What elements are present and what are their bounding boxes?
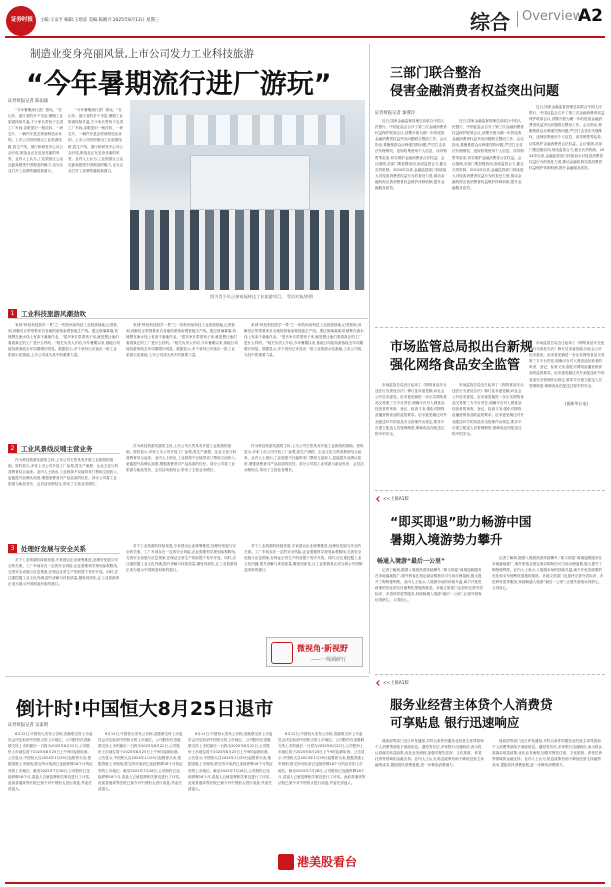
section-3-header [8,543,120,554]
section-1-title: 工业科技旅游风潮劲吹 [21,310,86,318]
right-3-tag: <<上接A1版 [377,496,409,502]
section-3-text-col3: 对于工业旅游的持续发展,专家建议企业统筹推进,处理好发展与安全的关系。工厂车间存在一定的安全风险,企业需要科学规划参观路线,完善安全设施与应急预案,在保证正常生产的前提下有序开放。同时,应注重挖掘工业文化内涵,提升讲解与体验质量,避免同质化,让工业旅游真正成为展示中国制造形象的窗口。 [244,544,363,573]
right-4-title-line2: 可享贴息 银行迅速响应 [390,715,520,730]
right-3-text: 记者了解到,随着入境游热度持续攀升,“即买即退”离境退税服务在多地落地推广,境外旅客在指定商店购物后可当场办理退税,极大提升了购物便利度。业内人士表示,入境游市场的持续升温,离不开免签政策的优化和支付便利化措施的推进。多地文旅部门也加快完善外语标识、多语种导览等服务,持续畅通入境游“最后一公里”,让境外游客玩得舒心、买得放心。 [375,568,483,603]
bottom-text-col4: 8月12日,中国恒大发布公告称,香港联交所上市委员会决定取消中国恒大的上市地位。公司股份在香港联交所上市的最后一日将为2025年8月22日,公司股份上市地位将于2025年8月25日上午9时起被取消。公告显示,中国恒大自2024年1月29日起暂停买卖,根据香港上市规则,联交所可取消已连续停牌18个月的证券的上市地位。截至2025年7月28日,公司股份已连续停牌18个月,清盘人已就复牌相关事宜进行了评估。此前香港高等法院已颁令对中国恒大进行清盘,并委任清盘人。 [278,732,366,785]
section-3-text-col2: 对于工业旅游的持续发展,专家建议企业统筹推进,处理好发展与安全的关系。工厂车间存在一定的安全风险,企业需要科学规划参观路线,完善安全设施与应急预案,在保证正常生产的前提下有序开放。同时,应注重挖掘工业文化内涵,提升讲解与体验质量,避免同质化,让工业旅游真正成为展示中国制造形象的窗口。 [126,544,238,573]
section-label-en: Overview [522,9,584,24]
photo-caption: 图为青少年正参观福林达工业旅游项目。 受访对象/供图 [210,294,314,299]
masthead-editors: 主编:王安平 编辑:王晗彦 美编:陈婉兴 2025年8月13日 星期三 [40,18,160,23]
bottom-text-col2: 8月12日,中国恒大发布公告称,香港联交所上市委员会决定取消中国恒大的上市地位。公司股份在香港联交所上市的最后一日将为2025年8月22日,公司股份上市地位将于2025年8月25日上午9时起被取消。公告显示,中国恒大自2024年1月29日起暂停买卖,根据香港上市规则,联交所可取消已连续停牌18个月的证券的上市地位。截至2025年7月28日,公司股份已连续停牌18个月,清盘人已就复牌相关事宜进行了评估。此前香港高等法院已颁令对中国恒大进行清盘,并委任清盘人。 [98,732,183,791]
right-2-source: (据新华社电) [565,401,589,406]
lead-byline: 证券时报记者 陈雨康 [8,99,49,104]
photo-ceiling-lights [150,115,345,145]
right-1-byline: 证券时报记者 秦燕玲 [375,111,416,116]
ad-box-sub: ——一线调研行 [311,657,347,663]
section-label: 综合 [470,10,510,34]
right-divider-2 [375,490,605,491]
ad-banner-icon [278,854,294,870]
photo-visitors [130,210,365,290]
lead-photo [130,100,365,290]
right-1-title-line1: 三部门联合整治 [390,66,482,81]
right-2-title-line1: 市场监管总局拟出台新规 [390,340,534,355]
right-4-text-col2: 财政部等部门近日印发通知,对符合条件的服务业经营主体贷款和个人消费贷款给予财政贴息。通知发布后,多家银行迅速响应,表示将认真落实贴息政策,优化业务流程,加强对餐饮住宿、文化旅游、养老托育等领域的金融支持。业内人士认为,贴息政策有助于降低经营主体融资成本,提振居民消费意愿,进一步释放消费潜力。 [492,739,603,768]
bottom-headline: 倒计时!中国恒大8月25日退市 [16,698,274,720]
right-divider-3 [375,674,605,675]
section-1-text: 来到“科技科技游学一景”之一的杭州某科技工业旅游基地,记者看到,讲解员正带领着来自各地的游客参观智能生产线。透过玻璃幕墙,机械臂在流水线上有条不紊地作业。“很多家长带着孩子来,就是想让他们看看真正的工厂是什么样的。”相关负责人介绍,今年暑期以来,基地日均接待游客较去年同期增长明显。数据显示,多个省份已评选出一批工业旅游示范基地,上市公司成为其中的重要力量。 [8,323,120,358]
section-2-text-col3: 作为科技旅游实践的主体,上市公司天然具有开展工业旅游的基础。资料显示,多家上市公司开放工厂参观,将生产流程、企业文化与科普教育结合起来。业内人士指出,工业旅游不仅能带来门票和文创收入,更能提升品牌认知度,增强消费者对产品品质的信任。部分公司将工业旅游与新品发布、会员活动相结合,带动了主营业务增长。 [244,444,364,473]
masthead-logo-text: 证券时报 [10,17,33,23]
right-2-title-line2: 强化网络食品安全监管 [390,358,521,373]
section-1-header [8,308,368,319]
ad-box-icon [271,642,293,664]
bottom-text-col3: 8月12日,中国恒大发布公告称,香港联交所上市委员会决定取消中国恒大的上市地位。公司股份在香港联交所上市的最后一日将为2025年8月22日,公司股份上市地位将于2025年8月25日上午9时起被取消。公告显示,中国恒大自2024年1月29日起暂停买卖,根据香港上市规则,联交所可取消已连续停牌18个月的证券的上市地位。截至2025年7月28日,公司股份已连续停牌18个月,清盘人已就复牌相关事宜进行了评估。此前香港高等法院已颁令对中国恒大进行清盘,并委任清盘人。 [188,732,273,791]
lead-headline: “今年暑期流行进厂游玩” [26,69,332,100]
section-1-text-col2: 来到“科技科技游学一景”之一的杭州某科技工业旅游基地,记者看到,讲解员正带领着来自各地的游客参观智能生产线。透过玻璃幕墙,机械臂在流水线上有条不紊地作业。“很多家长带着孩子来,就是想让他们看看真正的工厂是什么样的。”相关负责人介绍,今年暑期以来,基地日均接待游客较去年同期增长明显。数据显示,多个省份已评选出一批工业旅游示范基地,上市公司成为其中的重要力量。 [126,323,238,358]
masthead-rule [5,36,605,38]
lead-kicker: 制造业变身亮丽风景,上市公司发力工业科技旅游 [30,48,254,60]
ad-banner-text: 港美股看台 [297,855,358,869]
right-3-title-line1: “即买即退”助力畅游中国 [390,514,532,529]
bottom-divider [5,676,369,677]
ad-box-title: 微视角·新视野 [297,644,349,653]
column-divider [369,44,370,674]
right-4-text: 财政部等部门近日印发通知,对符合条件的服务业经营主体贷款和个人消费贷款给予财政贴息。通知发布后,多家银行迅速响应,表示将认真落实贴息政策,优化业务流程,加强对餐饮住宿、文化旅游、养老托育等领域的金融支持。业内人士认为,贴息政策有助于降低经营主体融资成本,提振居民消费意愿,进一步释放消费潜力。 [375,739,484,768]
section-divider [517,11,518,27]
right-1-title-line2: 侵害金融消费者权益突出问题 [390,84,560,99]
ad-box [266,637,363,667]
section-1-text-col3: 来到“科技科技游学一景”之一的杭州某科技工业旅游基地,记者看到,讲解员正带领着来自各地的游客参观智能生产线。透过玻璃幕墙,机械臂在流水线上有条不紊地作业。“很多家长带着孩子来,就是想让他们看看真正的工厂是什么样的。”相关负责人介绍,今年暑期以来,基地日均接待游客较去年同期增长明显。数据显示,多个省份已评选出一批工业旅游示范基地,上市公司成为其中的重要力量。 [244,323,364,358]
right-2-text: 市场监管总局近日起草了《网络食品安全违法行为查处办法》修订征求意见稿,向社会公开征求意见。征求意见稿进一步压实网络食品交易第三方平台责任,明确平台对入网食品经营者的审查、登记、检查义务,强化对网络直播营销食品的监管要求。征求意见稿还对外卖配送环节的食品安全管理作出规定,要求平台建立配送人员管理制度,保障食品在配送过程中的安全。 [375,383,447,436]
footer-rule [5,882,605,884]
page-number: A2 [578,6,603,26]
right-4-title-line1: 服务业经营主体贷个人消费贷 [390,697,553,712]
right-2-text-col2: 市场监管总局近日起草了《网络食品安全违法行为查处办法》修订征求意见稿,向社会公开征求意见。征求意见稿进一步压实网络食品交易第三方平台责任,明确平台对入网食品经营者的审查、登记、检查义务,强化对网络直播营销食品的监管要求。征求意见稿还对外卖配送环节的食品安全管理作出规定,要求平台建立配送人员管理制度,保障食品在配送过程中的安全。 [452,383,524,436]
section-3-title: 处理好发展与安全关系 [21,545,86,553]
lead-intro: “今年暑期流行进厂游玩。”在山东、浙江省的多个市县,暑期工业旅游持续升温,不少家长带孩子走进工厂车间,亲眼见识一瓶饮料、一块芯片、一辆汽车是怎样被制造出来的。上市公司纷纷推出工业旅游线路,将生产线、展厅和研发中心向公众开放,制造业正在变身亮丽的风景。业内人士认为,工业旅游让公众近距离感受中国制造的魅力,也为企业打开了品牌传播的新窗口。 [8,108,64,173]
right-1-text-col2: 近日,国家金融监督管理总局联合中国人民银行、中国证监会召开了第三次金融消费者权益保护联席会议,部署开展为期一年的侵害金融消费者权益突出问题联合整治工作。会议指出,要聚焦群众反映强烈的问题,严厉打击非法代理维权、违规收集使用个人信息、误导销售等乱象,切实维护金融消费者合法权益。会议强调,各部门要加强协同,形成监管合力,健全长效机制。2024年以来,金融监管部门持续加大对侵害消费者权益行为的查处力度,推动金融机构完善消费者权益保护体制机制,提升金融服务质效。 [452,119,524,191]
right-3-text-col2: 记者了解到,随着入境游热度持续攀升,“即买即退”离境退税服务在多地落地推广,境外旅客在指定商店购物后可当场办理退税,极大提升了购物便利度。业内人士表示,入境游市场的持续升温,离不开免签政策的优化和支付便利化措施的推进。多地文旅部门也加快完善外语标识、多语种导览等服务,持续畅通入境游“最后一公里”,让境外游客玩得舒心、买得放心。 [492,556,604,591]
bottom-byline: 证券时报记者 吴家明 [8,723,49,728]
section-2-text: 作为科技旅游实践的主体,上市公司天然具有开展工业旅游的基础。资料显示,多家上市公司开放工厂参观,将生产流程、企业文化与科普教育结合起来。业内人士指出,工业旅游不仅能带来门票和文创收入,更能提升品牌认知度,增强消费者对产品品质的信任。部分公司将工业旅游与新品发布、会员活动相结合,带动了主营业务增长。 [8,458,119,487]
right-1-text-col3: 近日,国家金融监督管理总局联合中国人民银行、中国证监会召开了第三次金融消费者权益保护联席会议,部署开展为期一年的侵害金融消费者权益突出问题联合整治工作。会议指出,要聚焦群众反映强烈的问题,严厉打击非法代理维权、违规收集使用个人信息、误导销售等乱象,切实维护金融消费者合法权益。会议强调,各部门要加强协同,形成监管合力,健全长效机制。2024年以来,金融监管部门持续加大对侵害消费者权益行为的查处力度,推动金融机构完善消费者权益保护体制机制,提升金融服务质效。 [529,105,605,170]
right-3-title-line2: 暑期入境游势力攀升 [390,532,503,547]
section-2-header [8,443,120,454]
right-divider-1 [375,327,605,328]
section-2-title: 工业风景线反哺主营业务 [21,445,93,453]
section-3-text: 对于工业旅游的持续发展,专家建议企业统筹推进,处理好发展与安全的关系。工厂车间存在一定的安全风险,企业需要科学规划参观路线,完善安全设施与应急预案,在保证正常生产的前提下有序开放。同时,应注重挖掘工业文化内涵,提升讲解与体验质量,避免同质化,让工业旅游真正成为展示中国制造形象的窗口。 [8,558,120,587]
right-2-text-col3: 市场监管总局近日起草了《网络食品安全违法行为查处办法》修订征求意见稿,向社会公开征求意见。征求意见稿进一步压实网络食品交易第三方平台责任,明确平台对入网食品经营者的审查、登记、检查义务,强化对网络直播营销食品的监管要求。征求意见稿还对外卖配送环节的食品安全管理作出规定,要求平台建立配送人员管理制度,保障食品在配送过程中的安全。 [529,341,605,388]
photo-display-wall [190,155,310,210]
section-3-number: 3 [8,544,17,553]
section-1-number: 1 [8,309,17,318]
right-4-tag: <<上接A1版 [377,680,409,686]
section-2-number: 2 [8,444,17,453]
lead-intro-col2: “今年暑期流行进厂游玩。”在山东、浙江省的多个市县,暑期工业旅游持续升温,不少家长带孩子走进工厂车间,亲眼见识一瓶饮料、一块芯片、一辆汽车是怎样被制造出来的。上市公司纷纷推出工业旅游线路,将生产线、展厅和研发中心向公众开放,制造业正在变身亮丽的风景。业内人士认为,工业旅游让公众近距离感受中国制造的魅力,也为企业打开了品牌传播的新窗口。 [68,108,124,173]
bottom-text: 8月12日,中国恒大发布公告称,香港联交所上市委员会决定取消中国恒大的上市地位。公司股份在香港联交所上市的最后一日将为2025年8月22日,公司股份上市地位将于2025年8月25日上午9时起被取消。公告显示,中国恒大自2024年1月29日起暂停买卖,根据香港上市规则,联交所可取消已连续停牌18个月的证券的上市地位。截至2025年7月28日,公司股份已连续停牌18个月,清盘人已就复牌相关事宜进行了评估。此前香港高等法院已颁令对中国恒大进行清盘,并委任清盘人。 [8,732,93,791]
section-2-text-col2: 作为科技旅游实践的主体,上市公司天然具有开展工业旅游的基础。资料显示,多家上市公司开放工厂参观,将生产流程、企业文化与科普教育结合起来。业内人士指出,工业旅游不仅能带来门票和文创收入,更能提升品牌认知度,增强消费者对产品品质的信任。部分公司将工业旅游与新品发布、会员活动相结合,带动了主营业务增长。 [126,444,237,473]
right-1-text: 近日,国家金融监督管理总局联合中国人民银行、中国证监会召开了第三次金融消费者权益保护联席会议,部署开展为期一年的侵害金融消费者权益突出问题联合整治工作。会议指出,要聚焦群众反映强烈的问题,严厉打击非法代理维权、违规收集使用个人信息、误导销售等乱象,切实维护金融消费者合法权益。会议强调,各部门要加强协同,形成监管合力,健全长效机制。2024年以来,金融监管部门持续加大对侵害消费者权益行为的查处力度,推动金融机构完善消费者权益保护体制机制,提升金融服务质效。 [375,119,447,191]
right-3-subtitle: 畅通入境游“最后一公里” [377,558,445,565]
